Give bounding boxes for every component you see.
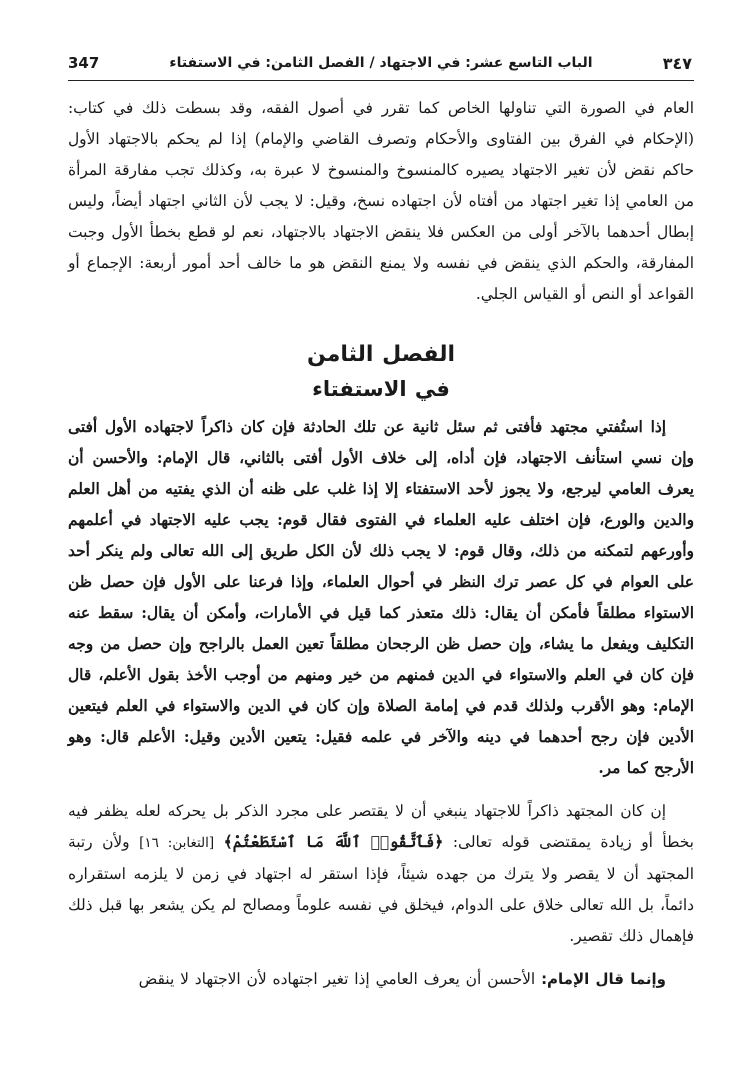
commentary-text-before-verse: إن كان المجتهد ذاكراً للاجتهاد ينبغي أن لا يقتصر على مجرد الذكر بل يحركه لعله يظفر فيه بخطأ أو زيادة يمقتضى قوله تعالى: bbox=[68, 802, 694, 851]
running-title: الباب التاسع عشر: في الاجتهاد / الفصل الثامن: في الاستفتاء bbox=[169, 55, 593, 71]
verse-reference: [التغابن: ١٦] bbox=[139, 835, 215, 851]
last-paragraph bbox=[68, 964, 694, 995]
page-body bbox=[68, 93, 694, 995]
intro-paragraph: العام في الصورة التي تناولها الخاص كما تقرر في أصول الفقه، وقد بسطت ذلك في كتاب: (الإحكام في الفرق بين الفتاوى والأحكام وتصرف القاضي والإمام) إذا لم يحكم بالاجتهاد الأول حاكم نقض لأن تغير الاجتهاد يصيره كالمنسوخ والمنسوخ لا عبرة به، وكذلك تجب مفارقة المرأة من العامي إذا تغير اجتهاد من أفتاه لأن اجتهاده نسخ، وقيل: لا يجب لأن الثاني اجتهاد أيضاً، وليس إبطال أحدهما بالآخر أولى من العكس فلا ينقض الاجتهاد بالاجتهاد، نعم لو قطع بخطأ الأول وجبت المفارقة، والحكم الذي ينقض في نفسه ولا يمنع النقض هو ما خالف أحد أمور أربعة: الإجماع أو القواعد أو النص أو القياس الجلي. bbox=[68, 99, 694, 303]
quran-verse: ﴿فَٱتَّقُوا۟ ٱللَّهَ مَا ٱسْتَطَعْتُمْ﴾ bbox=[223, 833, 444, 851]
page-number-arabic: ٣٤٧ bbox=[662, 54, 692, 73]
commentary-paragraph bbox=[68, 796, 694, 952]
chapter-title: الفصل الثامن bbox=[306, 342, 456, 367]
last-paragraph-text: الأحسن أن يعرف العامي إذا تغير اجتهاده لأن الاجتهاد لا ينقض bbox=[138, 970, 536, 988]
section-paragraph: إذا استُفتي مجتهد فأفتى ثم سئل ثانية عن تلك الحادثة فإن كان ذاكراً لاجتهاده الأول أفتى وإن نسي استأنف الاجتهاد، فإن أداه، إلى خلاف الأول أفتى بالثاني، قال الإمام: والأحسن أن يعرف العامي ليرجع، ولا يجوز لأحد الاستفتاء إلا إذا غلب على ظنه أن الذي يفتيه من أهل العلم والدين والورع، فإن اختلف عليه العلماء في الفتوى فقال قوم: يجب عليه الاجتهاد في أعلمهم وأورعهم لتمكنه من ذلك، وقال قوم: لا يجب ذلك لأن الكل طريق إلى الله تعالى ولم ينكر أحد على العوام في كل عصر ترك النظر في أحوال العلماء، وإذا فرعنا على الأول فإن حصل ظن الاستواء مطلقاً فأمكن أن يقال: ذلك متعذر كما قيل في الأمارات، وأمكن أن يقال: سقط عنه التكليف ويفعل ما يشاء، وإن حصل ظن الرجحان مطلقاً تعين العمل بالراجح وإن حصل من وجه فإن كان في العلم والاستواء في الدين فمنهم من خير ومنهم من أوجب الأخذ بقول الأعلم، قال الإمام: وهو الأقرب ولذلك قدم في إمامة الصلاة وإن كان في الدين والاستواء في العلم فيتعين الأدين فإن رجح أحدهما في دينه والآخر في علمه فقيل: يتعين الأدين وقيل: الأعلم قال: وهو الأرجح كما مر. bbox=[68, 418, 694, 777]
paragraph-gap bbox=[68, 952, 694, 964]
commentary-text-after-verse: ولأن رتبة المجتهد أن لا يقصر ولا يترك من جهده شيئاً، فإذا استقر له اجتهاد في زمن لا يلزمه استقراره دائماً، بل الله تعالى خلاق على الدوام، فيخلق في نفسه علوماً ومصالح لم يكن يشعر بها قبل ذلك فإهمال ذلك تقصير. bbox=[68, 833, 694, 945]
page-number: 347 bbox=[68, 54, 100, 72]
running-header bbox=[68, 50, 694, 81]
chapter-subtitle: في الاستفتاء bbox=[312, 377, 450, 401]
last-paragraph-lead: وإنما قال الإمام: bbox=[541, 970, 666, 988]
paragraph-gap bbox=[68, 784, 694, 796]
